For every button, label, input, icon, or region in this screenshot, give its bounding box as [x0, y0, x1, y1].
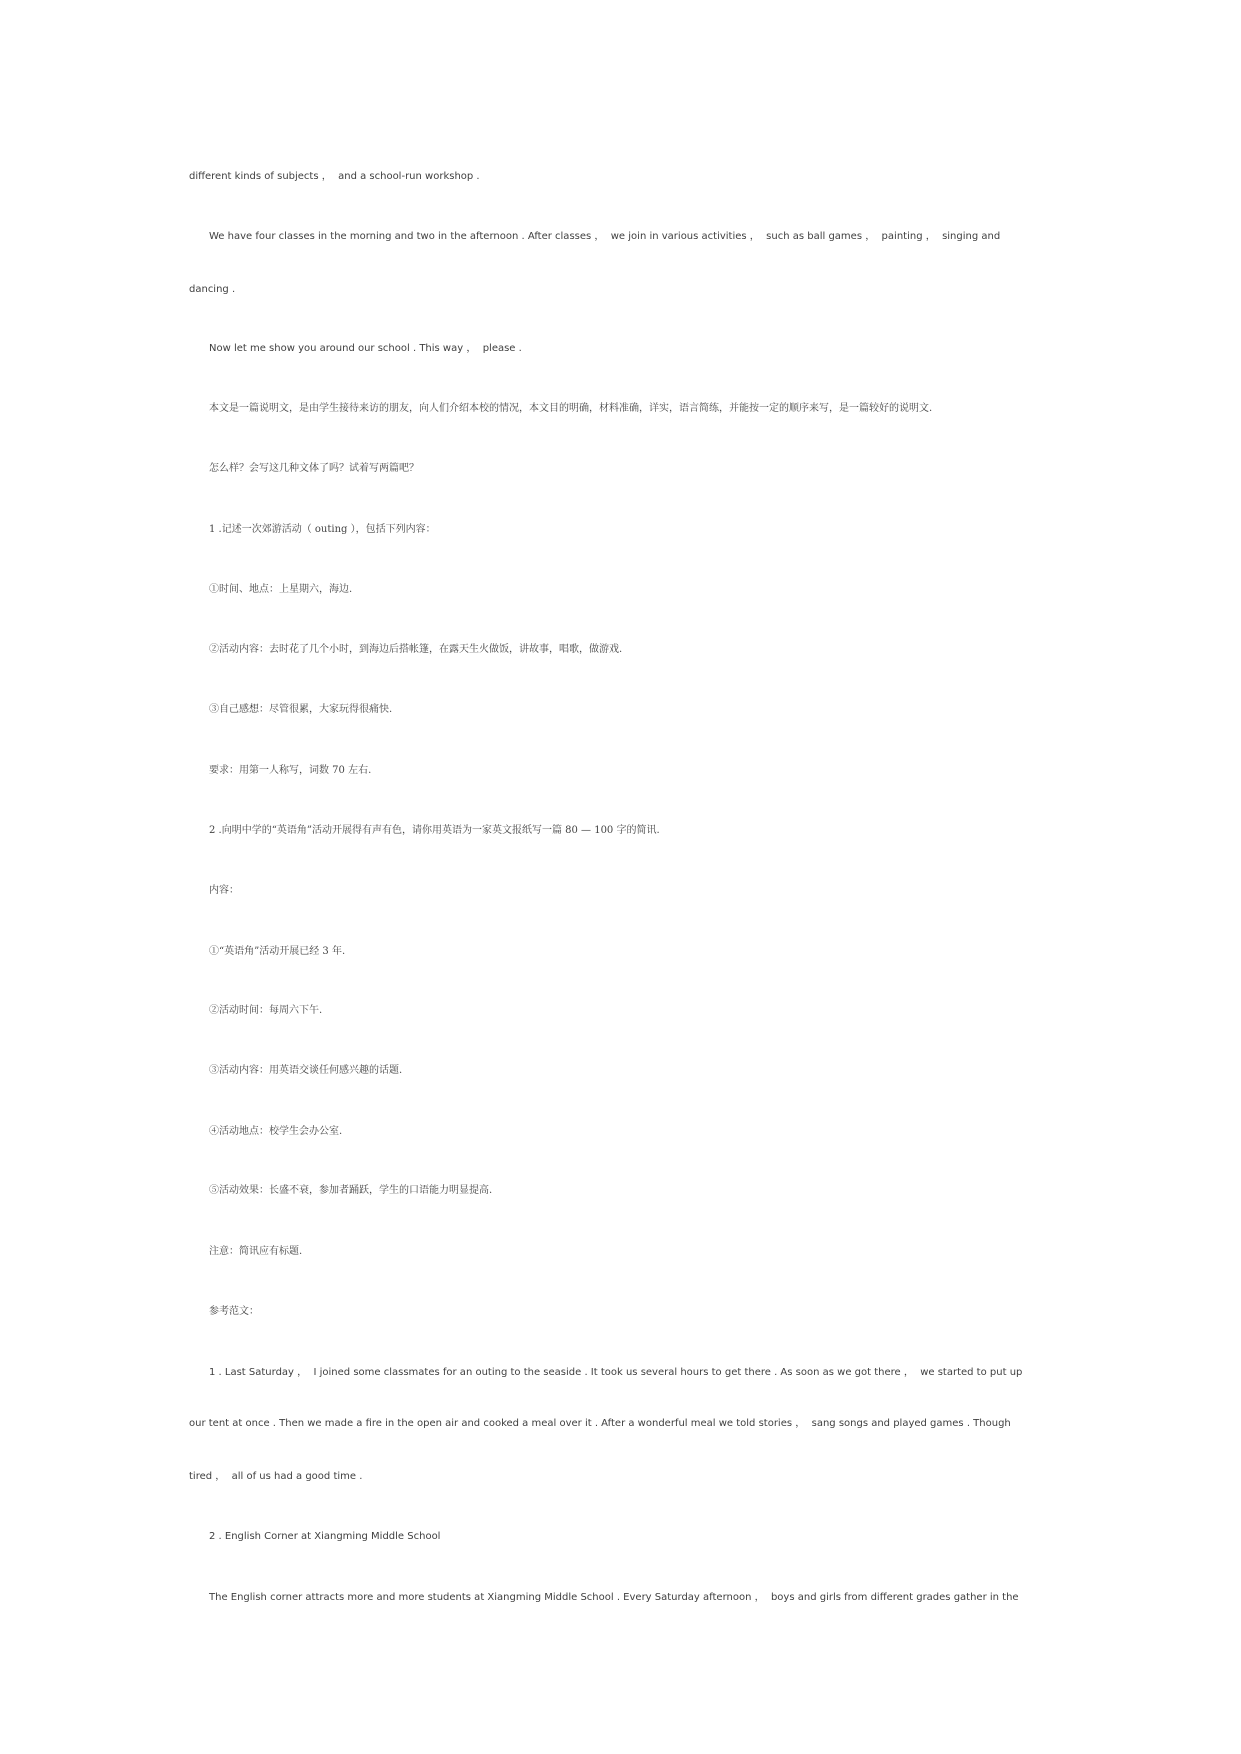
sample-essay-2-title: 2 . English Corner at Xiangming Middle School [209, 1531, 441, 1542]
exercise-2-content-label: 内容： [209, 885, 239, 896]
exercise-1-prompt: 1 .记述一次郊游活动（ outing ），包括下列内容： [209, 524, 436, 535]
exercise-2-prompt: 2 .向明中学的“英语角”活动开展得有声有色，请你用英语为一家英文报纸写一篇 80 — 100 字的简讯. [209, 825, 660, 836]
exercise-2-item: ②活动时间：每周六下午. [209, 1005, 323, 1016]
sample-essay-1-line: tired ， all of us had a good time . [189, 1471, 363, 1482]
passage-line: dancing . [189, 284, 236, 295]
passage-line: We have four classes in the morning and two in the afternoon . After classes ， we join in various activities ， such as ball games ， painting ， singing and [209, 231, 1001, 242]
passage-line: different kinds of subjects ， and a school-run workshop . [189, 171, 480, 182]
sample-essay-1-line: our tent at once . Then we made a fire in the open air and cooked a meal over it . After a wonderful meal we told stories ， sang songs and played games . Though [189, 1418, 1011, 1429]
commentary-text: 本文是一篇说明文，是由学生接待来访的朋友，向人们介绍本校的情况，本文目的明确，材料准确，详实，语言简练，并能按一定的顺序来写，是一篇较好的说明文. [209, 403, 933, 414]
exercise-1-item: ①时间、地点：上星期六，海边. [209, 584, 353, 595]
exercise-2-item: ④活动地点：校学生会办公室. [209, 1126, 343, 1137]
exercise-2-item: ⑤活动效果：长盛不衰，参加者踊跃，学生的口语能力明显提高. [209, 1185, 493, 1196]
exercise-intro: 怎么样？会写这几种文体了吗？试着写两篇吧？ [209, 463, 419, 474]
exercise-1-requirement: 要求：用第一人称写，词数 70 左右. [209, 765, 372, 776]
exercise-2-note: 注意：简讯应有标题. [209, 1246, 303, 1257]
sample-essay-2-line: The English corner attracts more and more students at Xiangming Middle School . Every Saturday afternoon ， boys and girls from different grades gather in the [209, 1592, 1019, 1603]
sample-essays-label: 参考范文： [209, 1306, 259, 1317]
sample-essay-1-line: 1 . Last Saturday ， I joined some classmates for an outing to the seaside . It took us several hours to get there . As soon as we got there ， we started to put up [209, 1367, 1023, 1378]
exercise-2-item: ③活动内容：用英语交谈任何感兴趣的话题. [209, 1065, 403, 1076]
exercise-1-item: ③自己感想：尽管很累，大家玩得很痛快. [209, 704, 393, 715]
passage-line: Now let me show you around our school . This way ， please . [209, 343, 522, 354]
exercise-2-item: ①“英语角”活动开展已经 3 年. [209, 946, 346, 957]
exercise-1-item: ②活动内容：去时花了几个小时，到海边后搭帐篷，在露天生火做饭，讲故事，唱歌，做游戏. [209, 644, 623, 655]
